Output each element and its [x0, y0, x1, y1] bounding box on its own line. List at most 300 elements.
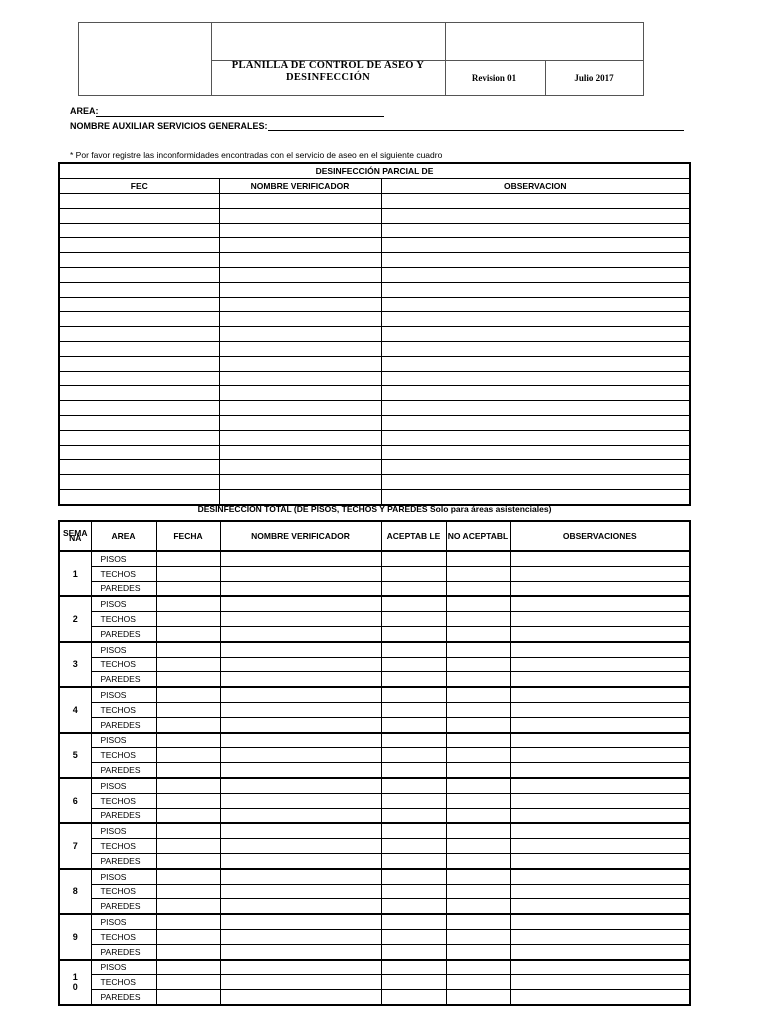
table-row [59, 823, 690, 838]
table-cell[interactable] [219, 371, 381, 386]
table-cell[interactable] [510, 596, 690, 611]
partial-disinfection-table [58, 162, 691, 506]
table-cell[interactable] [156, 702, 220, 717]
table-cell[interactable] [220, 929, 381, 944]
table-cell[interactable] [446, 702, 510, 717]
table-row [59, 944, 690, 959]
table-cell[interactable] [381, 702, 446, 717]
table-cell[interactable] [446, 869, 510, 884]
table-cell[interactable] [510, 612, 690, 627]
table-row [59, 733, 690, 748]
table-cell[interactable] [381, 489, 690, 504]
table-cell[interactable] [381, 778, 446, 793]
table-cell[interactable] [381, 581, 446, 596]
table-cell[interactable] [156, 990, 220, 1005]
table-cell[interactable] [510, 839, 690, 854]
table-cell[interactable] [220, 551, 381, 566]
table-cell[interactable] [446, 778, 510, 793]
table-cell[interactable] [220, 566, 381, 581]
table-cell[interactable] [381, 356, 690, 371]
table-cell[interactable] [446, 763, 510, 778]
area-label: PAREDES [91, 990, 156, 1005]
table-row [59, 657, 690, 672]
table-row [59, 208, 690, 223]
area-label: PISOS [91, 642, 156, 657]
table-cell[interactable] [220, 778, 381, 793]
table-cell[interactable] [219, 356, 381, 371]
aux-label: NOMBRE AUXILIAR SERVICIOS GENERALES: [70, 121, 268, 131]
table-cell[interactable] [510, 808, 690, 823]
table-cell[interactable] [156, 672, 220, 687]
table-cell[interactable] [381, 808, 446, 823]
table-row [59, 884, 690, 899]
table-cell[interactable] [156, 778, 220, 793]
table-cell[interactable] [446, 626, 510, 641]
table-cell[interactable] [59, 312, 219, 327]
table-row [59, 341, 690, 356]
table-cell[interactable] [156, 581, 220, 596]
table-cell[interactable] [219, 282, 381, 297]
table-cell[interactable] [446, 642, 510, 657]
table-row [59, 297, 690, 312]
table-cell[interactable] [381, 626, 446, 641]
table-cell[interactable] [446, 551, 510, 566]
table-cell[interactable] [219, 475, 381, 490]
table-cell[interactable] [510, 657, 690, 672]
table-cell[interactable] [381, 282, 690, 297]
table-cell[interactable] [381, 612, 446, 627]
table-cell[interactable] [446, 975, 510, 990]
table-row [59, 626, 690, 641]
table-cell[interactable] [446, 823, 510, 838]
table-cell[interactable] [220, 581, 381, 596]
table-cell[interactable] [156, 642, 220, 657]
table-cell[interactable] [59, 445, 219, 460]
table-row [59, 748, 690, 763]
table-cell[interactable] [381, 944, 446, 959]
table-cell[interactable] [156, 717, 220, 732]
table-cell[interactable] [381, 839, 446, 854]
table-cell[interactable] [219, 312, 381, 327]
table-row [59, 839, 690, 854]
table-cell[interactable] [510, 626, 690, 641]
table-cell[interactable] [219, 297, 381, 312]
table-cell[interactable] [156, 853, 220, 868]
table-cell[interactable] [510, 929, 690, 944]
table-cell[interactable] [381, 401, 690, 416]
table-cell[interactable] [381, 975, 446, 990]
area-label: PISOS [91, 823, 156, 838]
table-row [59, 793, 690, 808]
table-cell[interactable] [59, 386, 219, 401]
table-cell[interactable] [59, 341, 219, 356]
table-cell[interactable] [156, 793, 220, 808]
table-row [59, 223, 690, 238]
table-cell[interactable] [59, 267, 219, 282]
table-cell[interactable] [446, 793, 510, 808]
table-row [59, 642, 690, 657]
table-cell[interactable] [381, 253, 690, 268]
week-number: 8 [59, 869, 91, 914]
table-cell[interactable] [510, 551, 690, 566]
table-cell[interactable] [59, 194, 219, 209]
table-cell[interactable] [59, 460, 219, 475]
table-cell[interactable] [59, 327, 219, 342]
table-cell[interactable] [381, 312, 690, 327]
table-cell[interactable] [381, 341, 690, 356]
table-cell[interactable] [219, 208, 381, 223]
table-cell[interactable] [446, 990, 510, 1005]
table-cell[interactable] [510, 960, 690, 975]
table-cell[interactable] [381, 914, 446, 929]
table-row [59, 990, 690, 1005]
table-cell[interactable] [510, 944, 690, 959]
table-cell[interactable] [156, 687, 220, 702]
table-row [59, 778, 690, 793]
table-cell[interactable] [446, 748, 510, 763]
table-cell[interactable] [156, 626, 220, 641]
table-cell[interactable] [219, 445, 381, 460]
table-cell[interactable] [510, 884, 690, 899]
area-label: PAREDES [91, 672, 156, 687]
table-row [59, 371, 690, 386]
area-label: TECHOS [91, 975, 156, 990]
table-cell[interactable] [446, 566, 510, 581]
table-row [59, 327, 690, 342]
area-label: PISOS [91, 960, 156, 975]
table-cell[interactable] [510, 793, 690, 808]
table-cell[interactable] [156, 657, 220, 672]
area-label: AREA: [70, 106, 99, 116]
col-fecha: FECHA [156, 521, 220, 551]
table-cell[interactable] [59, 475, 219, 490]
table-cell[interactable] [59, 430, 219, 445]
table-cell[interactable] [446, 581, 510, 596]
area-label: PISOS [91, 914, 156, 929]
area-label: TECHOS [91, 884, 156, 899]
table-cell[interactable] [446, 853, 510, 868]
table-cell[interactable] [381, 208, 690, 223]
table-cell[interactable] [59, 238, 219, 253]
table-cell[interactable] [381, 793, 446, 808]
table-cell[interactable] [446, 899, 510, 914]
table-cell[interactable] [220, 763, 381, 778]
table-cell[interactable] [446, 929, 510, 944]
table-cell[interactable] [156, 612, 220, 627]
table-cell[interactable] [220, 657, 381, 672]
table-cell[interactable] [220, 702, 381, 717]
table-cell[interactable] [510, 853, 690, 868]
table-cell[interactable] [510, 717, 690, 732]
header-divider [211, 23, 212, 95]
table-cell[interactable] [220, 839, 381, 854]
aux-field[interactable] [268, 130, 684, 131]
table-cell[interactable] [510, 733, 690, 748]
table-cell[interactable] [510, 975, 690, 990]
table-row [59, 253, 690, 268]
table-cell[interactable] [381, 687, 446, 702]
table-row [59, 238, 690, 253]
area-label: PAREDES [91, 853, 156, 868]
table-cell[interactable] [381, 475, 690, 490]
area-label: PISOS [91, 869, 156, 884]
area-field[interactable] [96, 116, 384, 117]
area-label: PISOS [91, 778, 156, 793]
table-cell[interactable] [446, 960, 510, 975]
table-cell[interactable] [381, 327, 690, 342]
table-cell[interactable] [381, 223, 690, 238]
table-cell[interactable] [59, 282, 219, 297]
table-cell[interactable] [156, 763, 220, 778]
week-number: 3 [59, 642, 91, 687]
col-semana: SEMA NA [59, 521, 91, 551]
table-cell[interactable] [381, 460, 690, 475]
table-cell[interactable] [156, 748, 220, 763]
table-cell[interactable] [156, 823, 220, 838]
table-cell[interactable] [220, 717, 381, 732]
col-area: AREA [91, 521, 156, 551]
table-cell[interactable] [59, 401, 219, 416]
table-cell[interactable] [381, 960, 446, 975]
table-cell[interactable] [510, 642, 690, 657]
table-cell[interactable] [381, 596, 446, 611]
table-cell[interactable] [381, 657, 446, 672]
table-cell[interactable] [220, 596, 381, 611]
area-label: PISOS [91, 596, 156, 611]
table-cell[interactable] [381, 415, 690, 430]
instruction-note: * Por favor registre las inconformidades encontradas con el servicio de aseo en el siguiente cuadro [70, 150, 443, 160]
table-cell[interactable] [219, 415, 381, 430]
table-cell[interactable] [446, 672, 510, 687]
table-cell[interactable] [220, 733, 381, 748]
table-cell[interactable] [220, 914, 381, 929]
table-row [59, 672, 690, 687]
table-cell[interactable] [59, 297, 219, 312]
table-cell[interactable] [220, 626, 381, 641]
table-cell[interactable] [446, 657, 510, 672]
revision-label: Revision 01 [471, 73, 517, 83]
table-cell[interactable] [219, 267, 381, 282]
table-cell[interactable] [156, 566, 220, 581]
area-label: PISOS [91, 687, 156, 702]
table-cell[interactable] [156, 551, 220, 566]
table-cell[interactable] [381, 194, 690, 209]
table-cell[interactable] [219, 430, 381, 445]
table-cell[interactable] [220, 975, 381, 990]
table-row [59, 489, 690, 504]
col-fec: FEC [59, 179, 219, 194]
table-cell[interactable] [381, 899, 446, 914]
table-cell[interactable] [219, 238, 381, 253]
table-cell[interactable] [156, 914, 220, 929]
col-verificador: NOMBRE VERIFICADOR [219, 179, 381, 194]
table-row [59, 929, 690, 944]
week-number: 9 [59, 914, 91, 959]
area-label: TECHOS [91, 612, 156, 627]
table-cell[interactable] [156, 733, 220, 748]
table-cell[interactable] [220, 960, 381, 975]
table-cell[interactable] [156, 929, 220, 944]
area-label: PAREDES [91, 899, 156, 914]
table-cell[interactable] [510, 869, 690, 884]
table-cell[interactable] [510, 748, 690, 763]
table-row [59, 960, 690, 975]
table-cell[interactable] [220, 899, 381, 914]
area-label: TECHOS [91, 793, 156, 808]
table-cell[interactable] [220, 944, 381, 959]
area-label: TECHOS [91, 839, 156, 854]
area-label: PAREDES [91, 581, 156, 596]
table-cell[interactable] [59, 415, 219, 430]
table-cell[interactable] [381, 823, 446, 838]
table-cell[interactable] [446, 612, 510, 627]
table-cell[interactable] [446, 884, 510, 899]
table-cell[interactable] [381, 386, 690, 401]
table-cell[interactable] [219, 327, 381, 342]
table-cell[interactable] [381, 566, 446, 581]
table-cell[interactable] [59, 208, 219, 223]
table-cell[interactable] [220, 612, 381, 627]
area-label: TECHOS [91, 702, 156, 717]
table-row [59, 853, 690, 868]
table-cell[interactable] [219, 194, 381, 209]
table-cell[interactable] [220, 853, 381, 868]
table-cell[interactable] [219, 460, 381, 475]
table-cell[interactable] [220, 823, 381, 838]
table-cell[interactable] [510, 899, 690, 914]
table-cell[interactable] [381, 642, 446, 657]
table-cell[interactable] [220, 642, 381, 657]
table-cell[interactable] [220, 748, 381, 763]
table-cell[interactable] [219, 253, 381, 268]
table-row [59, 356, 690, 371]
table-cell[interactable] [220, 672, 381, 687]
table-cell[interactable] [219, 401, 381, 416]
area-label: PAREDES [91, 626, 156, 641]
week-number: 2 [59, 596, 91, 641]
table-cell[interactable] [510, 990, 690, 1005]
table-cell[interactable] [381, 297, 690, 312]
table-cell[interactable] [220, 808, 381, 823]
area-label: PAREDES [91, 763, 156, 778]
table-cell[interactable] [219, 341, 381, 356]
table-cell[interactable] [381, 267, 690, 282]
table-cell[interactable] [219, 386, 381, 401]
table-cell[interactable] [220, 687, 381, 702]
table-cell[interactable] [446, 733, 510, 748]
table-cell[interactable] [381, 551, 446, 566]
table-cell[interactable] [381, 445, 690, 460]
table-row [59, 282, 690, 297]
table-cell[interactable] [220, 793, 381, 808]
table-cell[interactable] [156, 839, 220, 854]
table-row [59, 267, 690, 282]
table-cell[interactable] [59, 223, 219, 238]
table-cell[interactable] [510, 823, 690, 838]
table-cell[interactable] [510, 914, 690, 929]
table-cell[interactable] [510, 566, 690, 581]
table-cell[interactable] [156, 899, 220, 914]
week-number: 7 [59, 823, 91, 868]
table-cell[interactable] [220, 884, 381, 899]
week-number: 1 0 [59, 960, 91, 1005]
table-row [59, 975, 690, 990]
table-cell[interactable] [381, 371, 690, 386]
table-cell[interactable] [59, 371, 219, 386]
table-cell[interactable] [381, 748, 446, 763]
area-label: PAREDES [91, 944, 156, 959]
table-row [59, 581, 690, 596]
table-cell[interactable] [510, 581, 690, 596]
table-cell[interactable] [510, 763, 690, 778]
table-cell[interactable] [510, 672, 690, 687]
table-row [59, 415, 690, 430]
table-cell[interactable] [381, 853, 446, 868]
table-cell[interactable] [446, 687, 510, 702]
col-observaciones: OBSERVACIONES [510, 521, 690, 551]
table-cell[interactable] [510, 687, 690, 702]
table-cell[interactable] [219, 223, 381, 238]
table-cell[interactable] [381, 430, 690, 445]
table-cell[interactable] [381, 717, 446, 732]
table-cell[interactable] [156, 596, 220, 611]
table-row [59, 430, 690, 445]
table-cell[interactable] [446, 596, 510, 611]
table-cell[interactable] [446, 839, 510, 854]
table-cell[interactable] [446, 914, 510, 929]
area-label: PAREDES [91, 808, 156, 823]
table-cell[interactable] [381, 733, 446, 748]
table-cell[interactable] [381, 238, 690, 253]
col-no-aceptable: NO ACEPTABL [446, 521, 510, 551]
table-cell[interactable] [156, 808, 220, 823]
table-cell[interactable] [381, 763, 446, 778]
col-observacion: OBSERVACION [381, 179, 690, 194]
table-cell[interactable] [220, 869, 381, 884]
table-cell[interactable] [156, 960, 220, 975]
table-cell[interactable] [219, 489, 381, 504]
table-row [59, 808, 690, 823]
week-number: 6 [59, 778, 91, 823]
document-title: PLANILLA DE CONTROL DE ASEO Y DESINFECCIÓN [231, 60, 425, 83]
table-row [59, 460, 690, 475]
table-cell[interactable] [446, 808, 510, 823]
table-cell[interactable] [59, 489, 219, 504]
table-cell[interactable] [156, 975, 220, 990]
table-cell[interactable] [510, 702, 690, 717]
table-cell[interactable] [446, 717, 510, 732]
table-row [59, 551, 690, 566]
area-label: TECHOS [91, 929, 156, 944]
table-row [59, 763, 690, 778]
table-cell[interactable] [156, 944, 220, 959]
table-cell[interactable] [156, 884, 220, 899]
table-cell[interactable] [59, 253, 219, 268]
table-row [59, 194, 690, 209]
table-cell[interactable] [59, 356, 219, 371]
table-cell[interactable] [381, 672, 446, 687]
total-disinfection-table [58, 520, 691, 1006]
table-cell[interactable] [220, 990, 381, 1005]
table-cell[interactable] [446, 944, 510, 959]
table-cell[interactable] [381, 884, 446, 899]
table-cell[interactable] [381, 869, 446, 884]
table-cell[interactable] [381, 990, 446, 1005]
table-cell[interactable] [156, 869, 220, 884]
table-cell[interactable] [381, 929, 446, 944]
table-cell[interactable] [510, 778, 690, 793]
col-verificador: NOMBRE VERIFICADOR [220, 521, 381, 551]
